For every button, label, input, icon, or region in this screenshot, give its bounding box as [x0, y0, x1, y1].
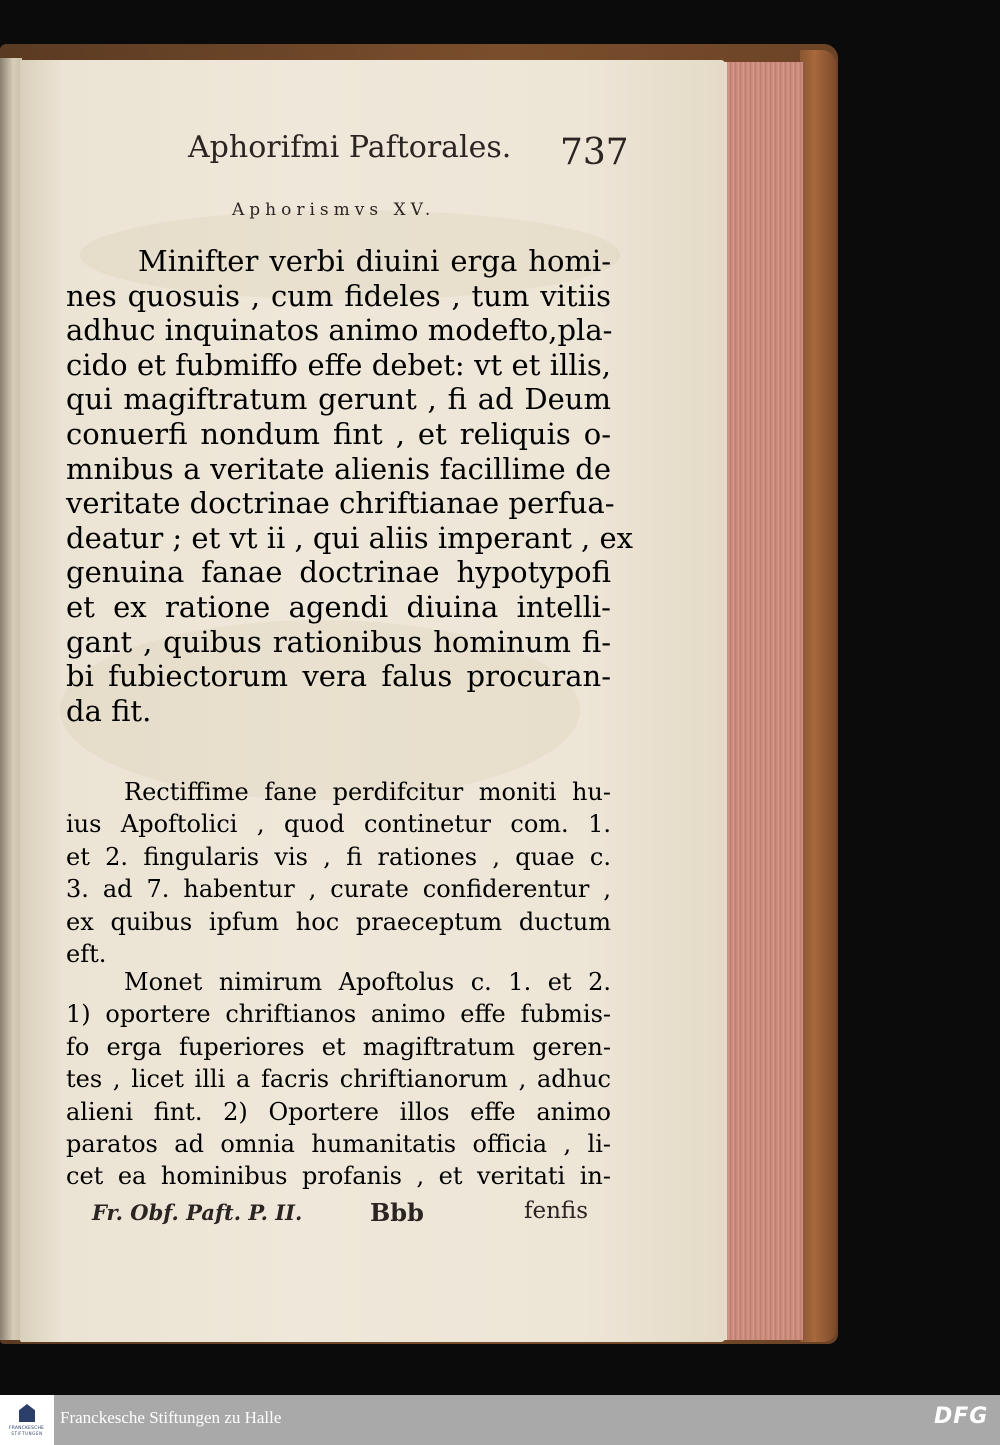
text-line: adhuc inquinatos animo modefto,pla- [66, 313, 613, 348]
page-stack-edge [724, 62, 805, 1340]
text-line: Minifter verbi diuini erga homi- [138, 244, 611, 278]
dfg-logo[interactable]: DFG [934, 1404, 989, 1429]
text-line: fo erga fuperiores et magiftratum geren- [66, 1032, 611, 1061]
aphorism-heading: Aphorismvs XV. [232, 200, 436, 220]
building-icon [19, 1404, 35, 1422]
text-line: da fit. [66, 693, 152, 728]
text-line: Rectiffime fane perdifcitur moniti hu- [124, 778, 611, 806]
main-paragraph [66, 244, 634, 728]
text-line: Monet nimirum Apoftolus c. 1. et 2. [124, 968, 611, 996]
commentary-paragraph-1 [66, 776, 611, 970]
page-number: 737 [560, 132, 629, 173]
text-line: gant , quibus rationibus hominum fi- [66, 624, 611, 659]
text-line: mnibus a veritate alienis facillime de [66, 451, 611, 486]
institution-name: Franckesche Stiftungen zu Halle [60, 1408, 282, 1427]
logo-text-line1: FRANCKESCHE [9, 1425, 45, 1431]
text-line: ex quibus ipfum hoc praeceptum ductum [66, 907, 611, 936]
institution-logo[interactable] [0, 1395, 54, 1445]
text-line: qui magiftratum gerunt , fi ad Deum [66, 382, 611, 417]
commentary-paragraph-2 [66, 966, 611, 1193]
text-line: genuina fanae doctrinae hypotypofi [66, 555, 611, 590]
text-line: veritate doctrinae chriftianae perfua- [66, 486, 615, 521]
catchword: fenfis [524, 1198, 589, 1224]
text-line: tes , licet illi a facris chriftianorum , adhuc [66, 1065, 611, 1094]
text-line: nes quosuis , cum fideles , tum vitiis [66, 278, 611, 313]
text-line: 1) oportere chriftianos animo effe fubmis- [66, 1000, 611, 1029]
text-line: 3. ad 7. habentur , curate confiderentur , [66, 875, 611, 904]
text-line: cet ea hominibus profanis , et veritati in- [66, 1162, 611, 1191]
logo-text-line2: STIFTUNGEN [11, 1431, 43, 1436]
text-line: paratos ad omnia humanitatis officia , li- [66, 1130, 611, 1159]
text-line: deatur ; et vt ii , qui aliis imperant , ex [66, 520, 634, 555]
text-line: et 2. fingularis vis , fi rationes , quae c. [66, 842, 611, 871]
signature-label: Fr. Obf. Paft. P. II. [92, 1200, 303, 1225]
text-line: eft. [66, 940, 107, 969]
text-line: et ex ratione agendi diuina intelli- [66, 589, 611, 624]
text-line: bi fubiectorum vera falus procuran- [66, 659, 611, 694]
left-page-edge [0, 58, 22, 1340]
signature-mark: Bbb [370, 1198, 424, 1227]
running-head: Aphorifmi Paftorales. [188, 130, 512, 165]
book-fore-edge-cover [800, 50, 836, 1342]
text-line: cido et fubmiffo effe debet: vt et illis, [66, 347, 611, 382]
text-line: alieni fint. 2) Oportere illos effe animo [66, 1097, 611, 1126]
text-line: ius Apoftolici , quod continetur com. 1. [66, 810, 611, 839]
text-line: conuerfi nondum fint , et reliquis o- [66, 416, 611, 451]
